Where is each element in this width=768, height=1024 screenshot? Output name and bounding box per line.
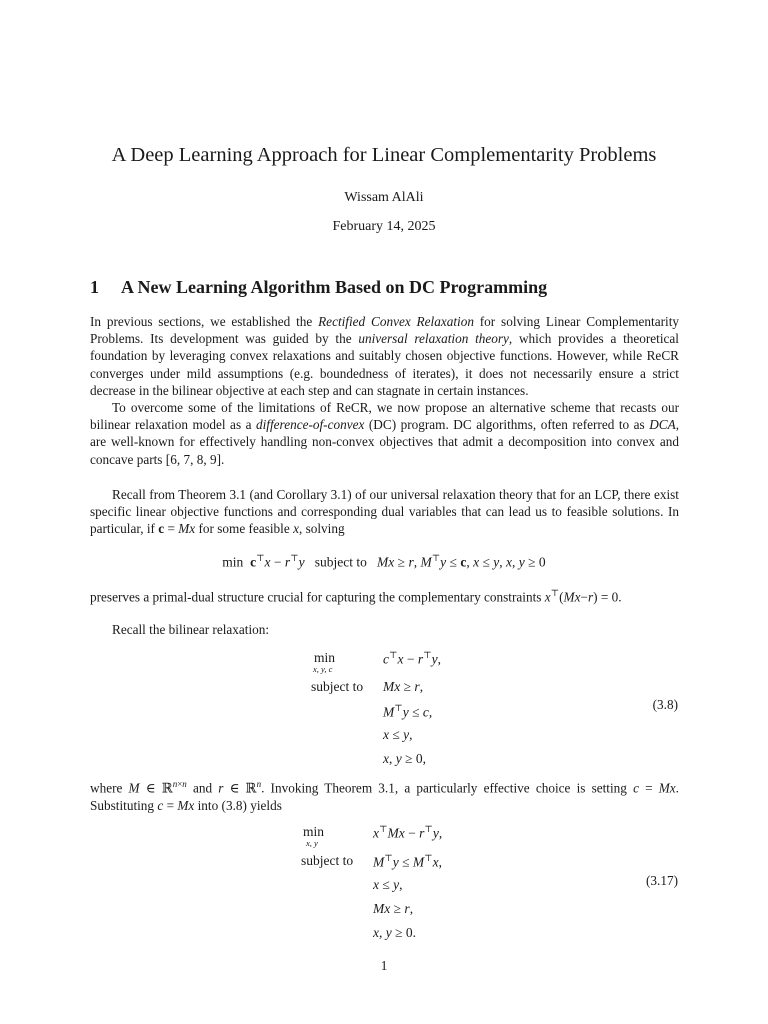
text: In previous sections, we established the (90, 314, 319, 329)
page-number: 1 (380, 958, 388, 973)
section-number: 1 (90, 277, 99, 297)
text: for some feasible (195, 521, 294, 537)
paragraph-2 (90, 399, 679, 468)
text: and (186, 780, 219, 796)
paragraph-1 (90, 313, 679, 399)
section-title: A New Learning Algorithm Based on DC Programming (121, 277, 548, 297)
paragraph-6: where M ∈ ℝ$^{n\times n}$ and r ∈ ℝ$^n$. Invoking Theorem 3.1, a particularly effective choice is setting c = Mx. Substituting c = Mx into (3.8) yields (90, 779, 679, 813)
text: , are well-known for effectively handling non-convex objectives that admit a decomposition into convex and concave parts [6, 7, 8, 9]. (90, 417, 679, 467)
min-operator: min (303, 824, 325, 839)
text: , which provides a theoretical foundation by leveraging convex relaxations and suitably chosen objective functions. However, while ReCR converges under mild assumptions (e.g. boundedness of iterates), it does not necessarily ensure a strict decrease in the bilinear objective at each step and can stagnate in certain instances. (90, 331, 679, 398)
text: (DC) program. DC algorithms, often referred to as (364, 417, 650, 433)
constraint: x ≤ y, (373, 877, 403, 892)
text: Recall from Theorem 3.1 (and Corollary 3.1) of our universal relaxation theory that for an LCP, there exist specific linear objective functions and corresponding dual variables that can lead us to feasible solutions. In particular, if (90, 487, 679, 537)
paragraph-4: preserves a primal-dual structure crucial for capturing the complementary constraints x⊤(Mx−r) = 0. (90, 588, 622, 605)
text: where (90, 780, 129, 796)
constraint: x, y ≥ 0. (373, 925, 417, 940)
constraint: M⊤y ≤ M⊤x, (373, 853, 442, 870)
emphasis: universal relaxation theory (358, 331, 509, 347)
paper-title: A Deep Learning Approach for Linear Complementarity Problems (111, 144, 657, 166)
text: = 0. (597, 589, 622, 605)
constraint: x ≤ y, (383, 727, 413, 742)
text: , solving (298, 521, 345, 537)
min-subscript: x, y (306, 838, 318, 848)
inline-equation: min c⊤x − r⊤y subject to Mx ≥ r, M⊤y ≤ c, x ≤ y, x, y ≥ 0 (222, 553, 546, 570)
text: preserves a primal-dual structure crucial for capturing the complementary constraints (90, 589, 545, 605)
equation-number: (3.17) (645, 873, 678, 888)
min-subscript: x, y, c (313, 664, 333, 674)
emphasis: DCA (649, 417, 676, 433)
min-operator: min (314, 650, 336, 665)
subject-to-label: subject to (311, 679, 364, 694)
emphasis: Rectified Convex Relaxation (318, 314, 474, 329)
constraint: x, y ≥ 0, (383, 751, 427, 766)
section-heading (90, 277, 547, 298)
constraint: Mx ≥ r, (383, 679, 424, 694)
paper-date: February 14, 2025 (332, 219, 436, 234)
text: . Substituting (90, 780, 679, 813)
objective: x⊤Mx − r⊤y, (373, 824, 443, 841)
text: for solving Linear Complementarity Problems. Its development was guided by the (90, 314, 679, 347)
subject-to-label: subject to (301, 853, 354, 868)
author-name: Wissam AlAli (344, 190, 424, 205)
text: To overcome some of the limitations of ReCR, we now propose an alternative scheme that recasts our bilinear relaxation model as a (90, 400, 679, 433)
text: . Invoking Theorem 3.1, a particularly effective choice is setting (261, 780, 634, 796)
emphasis: difference-of-convex (255, 417, 365, 433)
equation-number: (3.8) (652, 697, 678, 712)
text: into (3.8) yields (194, 797, 282, 813)
paragraph-3: Recall from Theorem 3.1 (and Corollary 3.1) of our universal relaxation theory that for an LCP, there exist specific linear objective functions and corresponding dual variables that can lead us to feasible solutions. In particular, if c = Mx for some feasible x, solving (90, 487, 679, 537)
paragraph-5: Recall the bilinear relaxation: (112, 622, 270, 637)
constraint: Mx ≥ r, (373, 901, 414, 916)
objective: c⊤x − r⊤y, (383, 650, 441, 667)
constraint: M⊤y ≤ c, (383, 703, 433, 720)
